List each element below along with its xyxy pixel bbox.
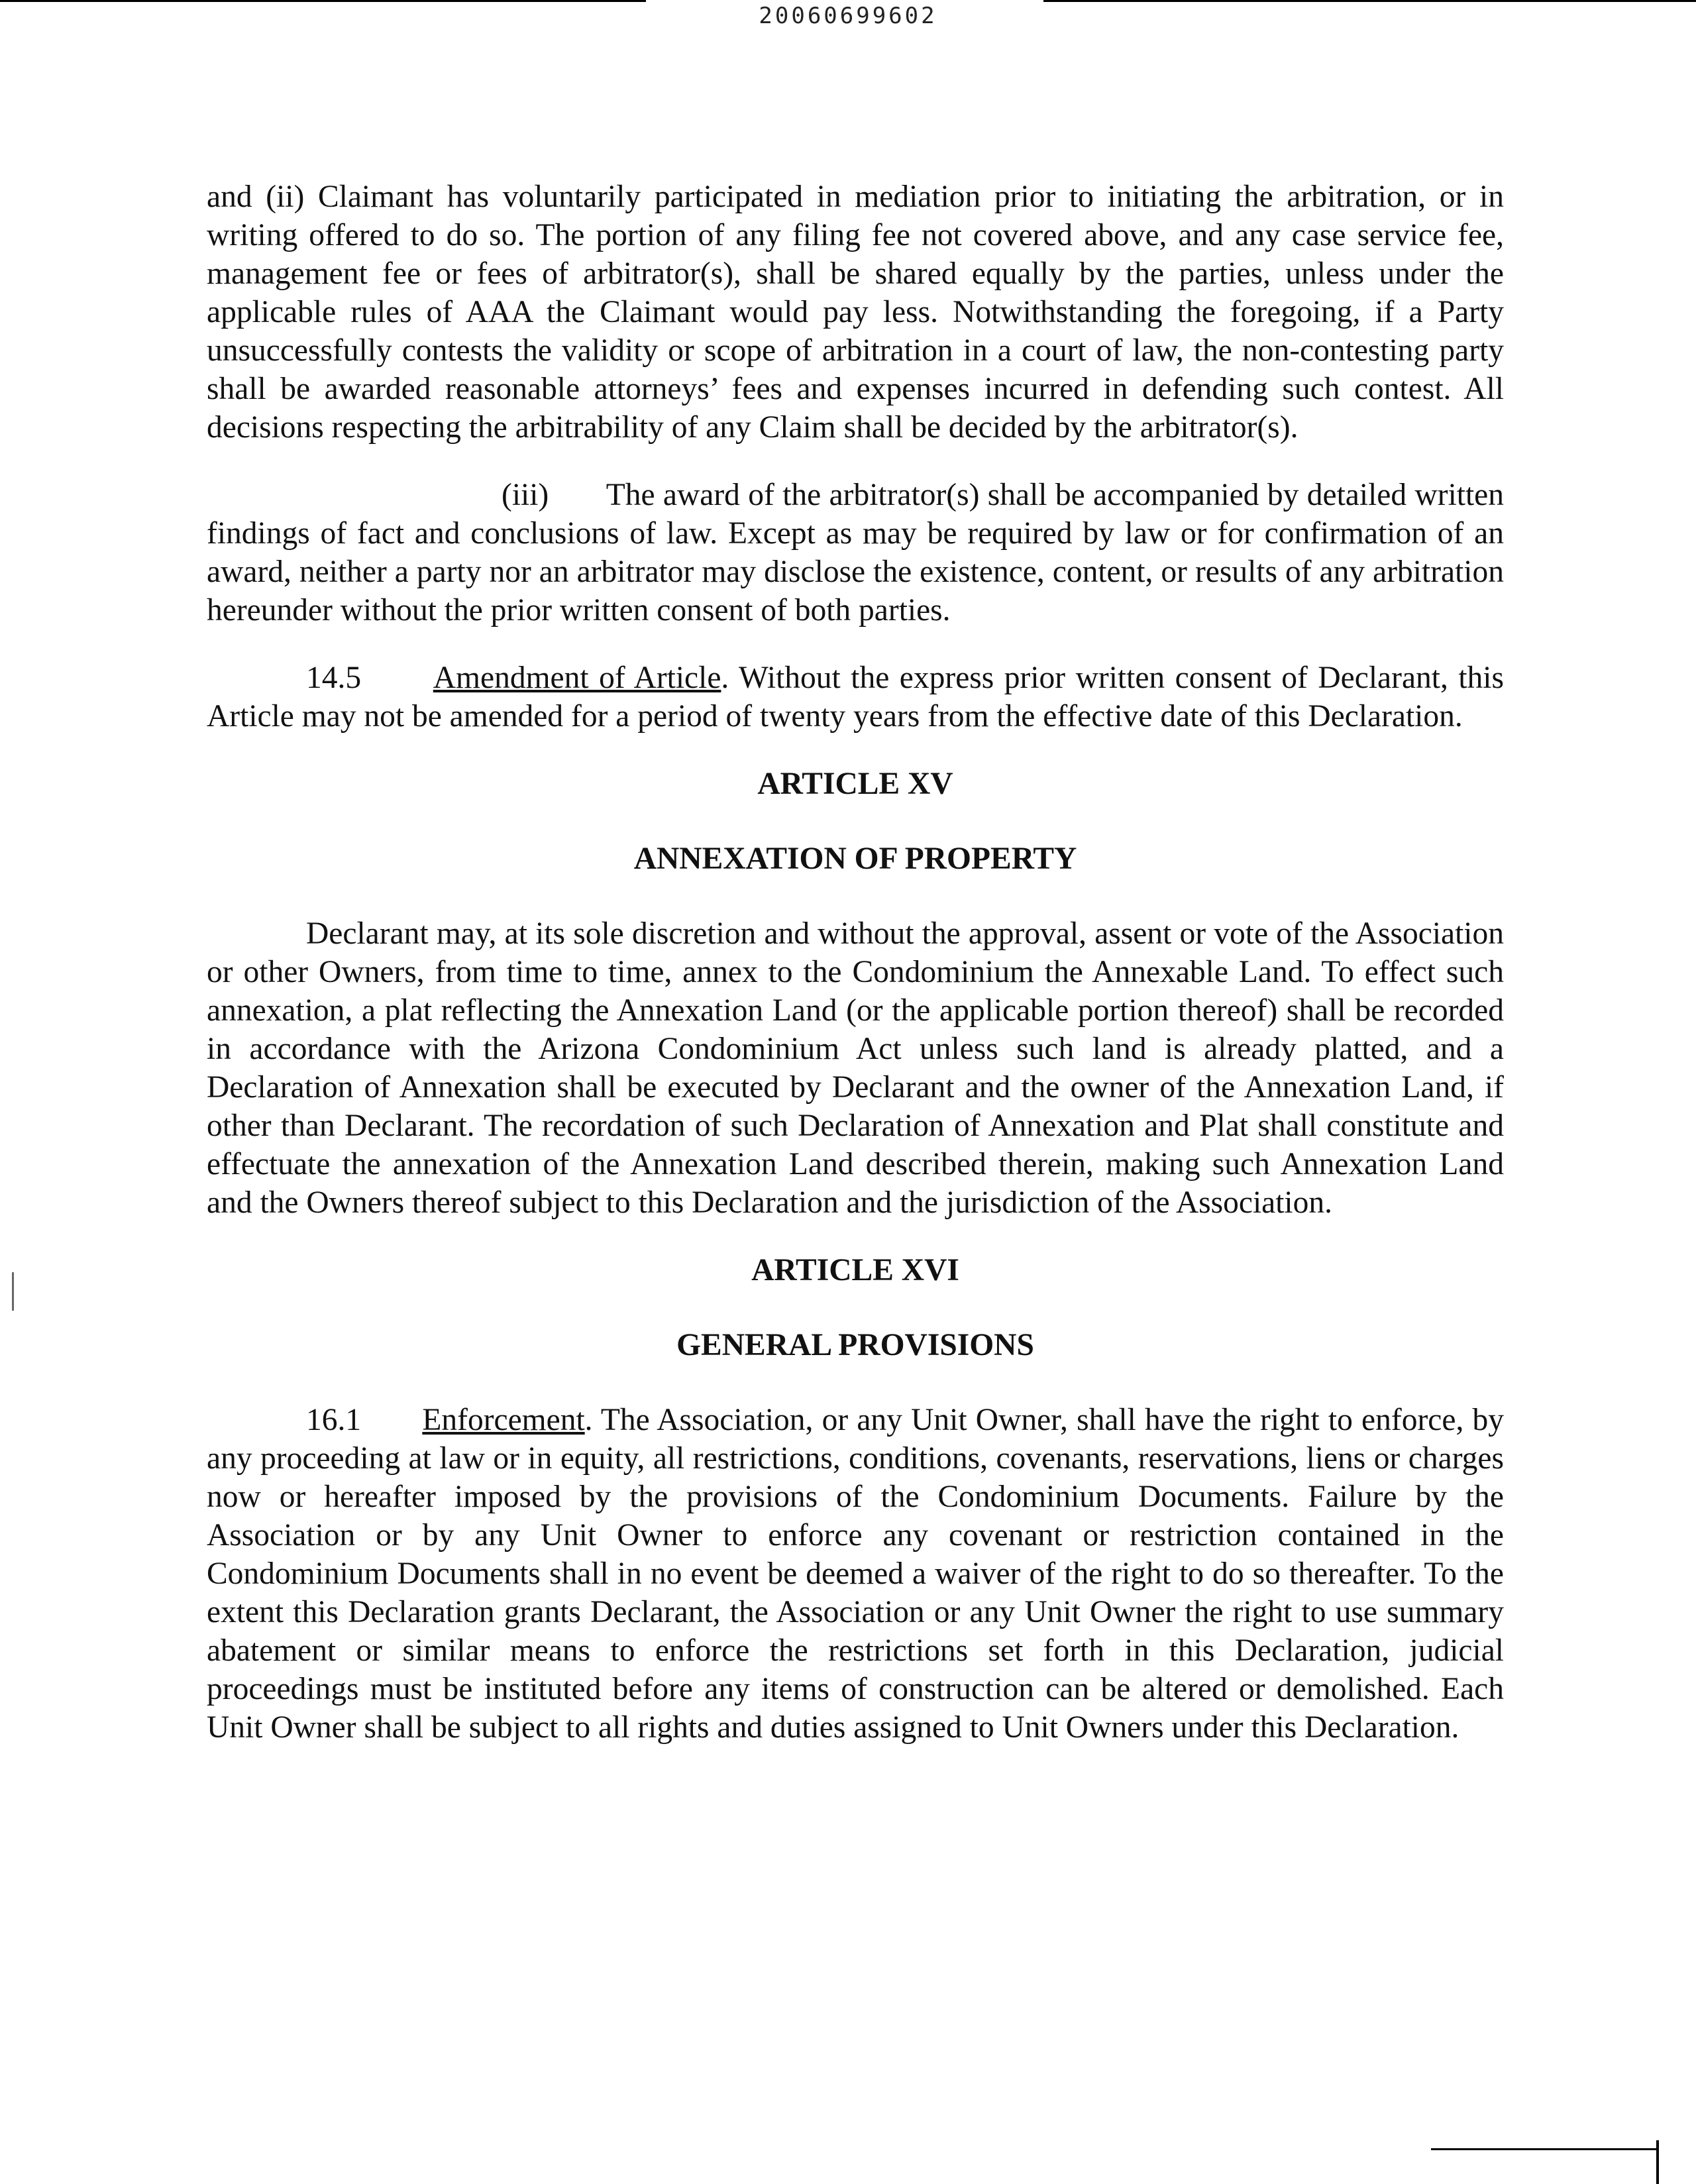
article-15-heading: ARTICLE XV: [757, 767, 953, 801]
article-16-heading: ARTICLE XVI: [751, 1253, 959, 1287]
section-number: 14.5: [306, 661, 362, 695]
subsection-marker: (iii): [502, 478, 549, 512]
document-number: 20060699602: [759, 3, 937, 29]
paragraph-iii-award: [207, 476, 1504, 629]
article-16-subheading: GENERAL PROVISIONS: [676, 1328, 1034, 1362]
section-14-5: [207, 659, 1504, 736]
article-15-subheading: ANNEXATION OF PROPERTY: [633, 842, 1077, 876]
section-text: . Without the express prior written consent of Declarant, this Article may not be amended for a period of twenty years from the effective date of this Declaration.: [207, 661, 1504, 734]
paragraph-arbitration-fees: and (ii) Claimant has voluntarily participated in mediation prior to initiating the arbitration, or in writing offered to do so. The portion of any filing fee not covered above, and any case service fee, management fee or fees of arbitrator(s), shall be shared equally by the parties, unless under the applicable rules of AAA the Claimant would pay less. Notwithstanding the foregoing, if a Party unsuccessfully contests the validity or scope of arbitration in a court of law, the non-contesting party shall be awarded reasonable attorneys’ fees and expenses incurred in defending such contest. All decisions respecting the arbitrability of any Claim shall be decided by the arbitrator(s).: [207, 180, 1504, 445]
bottom-scan-rule: [1431, 2148, 1656, 2150]
page-body: [207, 178, 1504, 1776]
bottom-scan-mark: [1656, 2140, 1659, 2184]
top-scan-rule-left: [0, 0, 646, 2]
section-title: Amendment of Article: [433, 661, 721, 695]
section-16-1: [207, 1401, 1504, 1747]
paragraph-annexation: Declarant may, at its sole discretion and without the approval, assent or vote of the Association or other Owners, from time to time, annex to the Condominium the Annexable Land. To effect such annexation, a plat reflecting the Annexation Land (or the applicable portion thereof) shall be recorded in accordance with the Arizona Condominium Act unless such land is already platted, and a Declaration of Annexation shall be executed by Declarant and the owner of the Annexation Land, if other than Declarant. The recordation of such Declaration of Annexation and Plat shall constitute and effectuate the annexation of the Annexation Land described therein, making such Annexation Land and the Owners thereof subject to this Declaration and the jurisdiction of the Association.: [207, 916, 1504, 1220]
scan-margin-mark: [12, 1272, 14, 1311]
section-text: . The Association, or any Unit Owner, shall have the right to enforce, by any proceeding at law or in equity, all restrictions, conditions, covenants, reservations, liens or charges now or hereafter imposed by the provisions of the Condominium Documents. Failure by the Association or by any Unit Owner to enforce any covenant or restriction contained in the Condominium Documents shall in no event be deemed a waiver of the right to do so thereafter. To the extent this Declaration grants Declarant, the Association or any Unit Owner the right to use summary abatement or similar means to enforce the restrictions set forth in this Declaration, judicial proceedings must be instituted before any items of construction can be altered or demolished. Each Unit Owner shall be subject to all rights and duties assigned to Unit Owners under this Declaration.: [207, 1403, 1504, 1745]
top-scan-rule-right: [1043, 0, 1696, 2]
section-title: Enforcement: [422, 1403, 585, 1437]
subsection-text: The award of the arbitrator(s) shall be accompanied by detailed written findings of fact and conclusions of law. Except as may be required by law or for confirmation of an award, neither a party nor an arbitrator may disclose the existence, content, or results of any arbitration hereunder without the prior written consent of both parties.: [207, 478, 1504, 628]
section-number: 16.1: [306, 1403, 362, 1437]
